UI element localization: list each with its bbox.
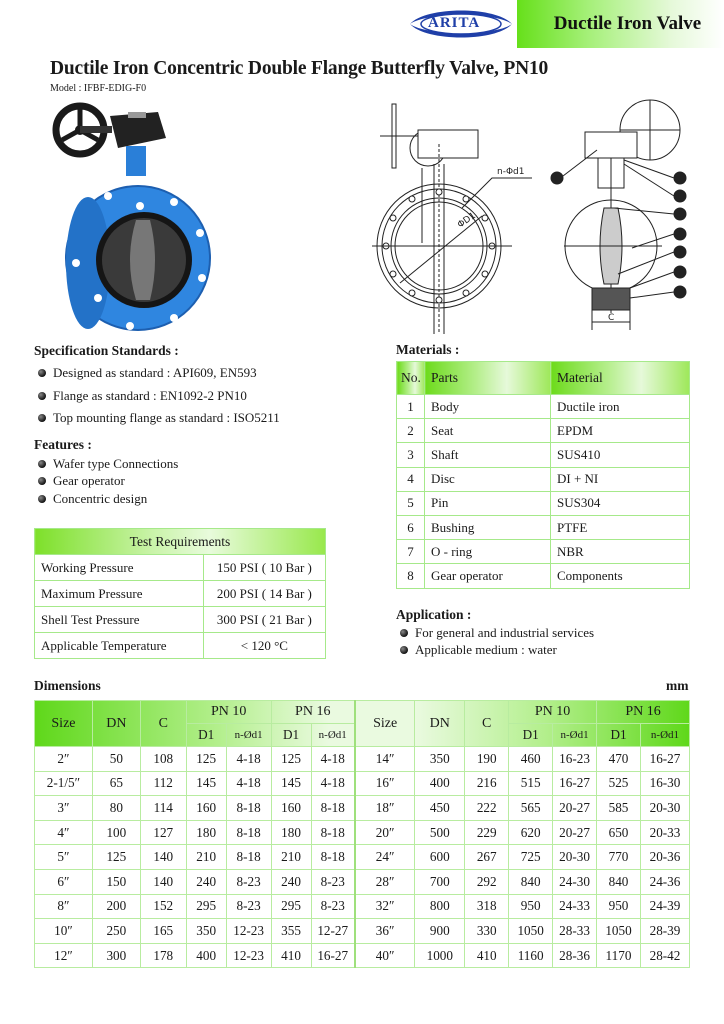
col-pn10: PN 10 bbox=[509, 701, 597, 724]
dim-cell: 240 bbox=[271, 869, 311, 894]
dim-cell: 700 bbox=[415, 869, 465, 894]
spec-item: Designed as standard : API609, EN593 bbox=[38, 362, 280, 385]
cell-material: Ductile iron bbox=[551, 395, 690, 419]
dim-cell: 620 bbox=[509, 820, 553, 845]
test-heading: Test Requirements bbox=[35, 529, 326, 555]
col-size: Size bbox=[35, 701, 93, 747]
callout-2: 2 bbox=[677, 268, 683, 277]
dim-cell: 10″ bbox=[35, 919, 93, 944]
dim-cell: 240 bbox=[186, 869, 226, 894]
front-view-drawing bbox=[372, 104, 532, 334]
cell-part: O - ring bbox=[425, 540, 551, 564]
dim-cell: 525 bbox=[597, 771, 641, 796]
dim-cell: 350 bbox=[186, 919, 226, 944]
dimensions-table bbox=[34, 700, 690, 968]
dim-cell: 125 bbox=[271, 747, 311, 772]
dim-cell: 12-27 bbox=[311, 919, 355, 944]
table-row: Working Pressure 150 PSI ( 10 Bar ) bbox=[35, 555, 326, 581]
dim-cell: 400 bbox=[415, 771, 465, 796]
dim-cell: 210 bbox=[186, 845, 226, 870]
dim-cell: 295 bbox=[186, 894, 226, 919]
dim-cell: 8-18 bbox=[311, 820, 355, 845]
dim-cell: 267 bbox=[465, 845, 509, 870]
bullet-icon bbox=[38, 414, 46, 422]
dim-cell: 840 bbox=[597, 869, 641, 894]
spec-list bbox=[38, 362, 280, 430]
dim-cell: 165 bbox=[140, 919, 186, 944]
dim-cell: 80 bbox=[92, 796, 140, 821]
bullet-icon bbox=[400, 646, 408, 654]
dim-cell: 515 bbox=[509, 771, 553, 796]
table-row bbox=[397, 443, 690, 467]
category-banner bbox=[517, 0, 724, 48]
dim-cell: 1000 bbox=[415, 943, 465, 968]
dim-cell: 20-36 bbox=[640, 845, 689, 870]
dim-cell: 8″ bbox=[35, 894, 93, 919]
table-row bbox=[35, 919, 690, 944]
dim-cell: 330 bbox=[465, 919, 509, 944]
dim-cell: 16″ bbox=[355, 771, 415, 796]
cell-no: 2 bbox=[397, 419, 425, 443]
table-row bbox=[397, 491, 690, 515]
dim-cell: 127 bbox=[140, 820, 186, 845]
dim-cell: 178 bbox=[140, 943, 186, 968]
dim-cell: 460 bbox=[509, 747, 553, 772]
dim-cell: 12-23 bbox=[226, 919, 271, 944]
col-d1: D1 bbox=[271, 724, 311, 747]
dimensions-heading: Dimensions bbox=[34, 678, 101, 693]
dim-cell: 16-23 bbox=[553, 747, 597, 772]
materials-table bbox=[396, 361, 690, 589]
dim-cell: 355 bbox=[271, 919, 311, 944]
dim-cell: 140 bbox=[140, 845, 186, 870]
col-d1: D1 bbox=[186, 724, 226, 747]
dim-cell: 150 bbox=[92, 869, 140, 894]
spec-item: Flange as standard : EN1092-2 PN10 bbox=[38, 385, 280, 408]
dim-cell: 28-42 bbox=[640, 943, 689, 968]
dim-cell: 14″ bbox=[355, 747, 415, 772]
dim-cell: 108 bbox=[140, 747, 186, 772]
dim-cell: 4-18 bbox=[226, 771, 271, 796]
feature-item: Concentric design bbox=[38, 490, 178, 508]
dim-cell: 600 bbox=[415, 845, 465, 870]
table-row bbox=[35, 796, 690, 821]
dim-cell: 4-18 bbox=[311, 771, 355, 796]
dim-cell: 145 bbox=[271, 771, 311, 796]
cell-no: 7 bbox=[397, 540, 425, 564]
table-row bbox=[397, 419, 690, 443]
application-heading: Application : bbox=[396, 607, 472, 622]
product-photo bbox=[40, 98, 220, 334]
dim-cell: 410 bbox=[271, 943, 311, 968]
cell-material: SUS304 bbox=[551, 491, 690, 515]
dim-cell: 36″ bbox=[355, 919, 415, 944]
col-d1: D1 bbox=[509, 724, 553, 747]
dim-cell: 840 bbox=[509, 869, 553, 894]
dim-cell: 20-33 bbox=[640, 820, 689, 845]
dim-cell: 24-33 bbox=[553, 894, 597, 919]
dim-cell: 32″ bbox=[355, 894, 415, 919]
dim-cell: 300 bbox=[92, 943, 140, 968]
table-row bbox=[35, 747, 690, 772]
dim-cell: 8-18 bbox=[311, 845, 355, 870]
dim-cell: 2-1/5″ bbox=[35, 771, 93, 796]
dim-cell: 20-30 bbox=[553, 845, 597, 870]
dim-cell: 650 bbox=[597, 820, 641, 845]
cell-no: 4 bbox=[397, 467, 425, 491]
table-row bbox=[397, 467, 690, 491]
table-row: Applicable Temperature < 120 °C bbox=[35, 633, 326, 659]
bullet-icon bbox=[38, 369, 46, 377]
dim-cell: 8-23 bbox=[226, 869, 271, 894]
cell-material: SUS410 bbox=[551, 443, 690, 467]
dim-cell: 20″ bbox=[355, 820, 415, 845]
dim-cell: 216 bbox=[465, 771, 509, 796]
cell-material: NBR bbox=[551, 540, 690, 564]
callout-8: 8 bbox=[554, 174, 560, 183]
col-c: C bbox=[465, 701, 509, 747]
dim-cell: 2″ bbox=[35, 747, 93, 772]
dim-cell: 24-30 bbox=[553, 869, 597, 894]
bullet-icon bbox=[38, 495, 46, 503]
dim-cell: 28-36 bbox=[553, 943, 597, 968]
application-item: Applicable medium : water bbox=[400, 641, 594, 658]
unit-label: mm bbox=[666, 678, 689, 693]
table-row bbox=[397, 395, 690, 419]
dim-cell: 8-18 bbox=[226, 845, 271, 870]
holes-label: n-Φd1 bbox=[497, 167, 525, 177]
dim-cell: 565 bbox=[509, 796, 553, 821]
category-title: Ductile Iron Valve bbox=[553, 13, 702, 34]
col-nd1: n-Ød1 bbox=[311, 724, 355, 747]
cell-no: 3 bbox=[397, 443, 425, 467]
dim-cell: 28-39 bbox=[640, 919, 689, 944]
dim-cell: 585 bbox=[597, 796, 641, 821]
spec-item: Top mounting flange as standard : ISO5211 bbox=[38, 407, 280, 430]
features-list bbox=[38, 455, 178, 508]
dim-cell: 180 bbox=[271, 820, 311, 845]
callout-5: 5 bbox=[677, 210, 683, 219]
dim-cell: 450 bbox=[415, 796, 465, 821]
col-material: Material bbox=[551, 362, 690, 395]
dim-cell: 114 bbox=[140, 796, 186, 821]
dim-cell: 40″ bbox=[355, 943, 415, 968]
dim-cell: 20-27 bbox=[553, 796, 597, 821]
dim-cell: 24″ bbox=[355, 845, 415, 870]
dim-cell: 6″ bbox=[35, 869, 93, 894]
dim-cell: 18″ bbox=[355, 796, 415, 821]
cell-part: Bushing bbox=[425, 515, 551, 539]
cell-material: EPDM bbox=[551, 419, 690, 443]
dim-cell: 8-18 bbox=[226, 820, 271, 845]
dim-cell: 8-18 bbox=[311, 796, 355, 821]
table-row bbox=[35, 820, 690, 845]
cell-material: DI + NI bbox=[551, 467, 690, 491]
col-dn: DN bbox=[92, 701, 140, 747]
table-row bbox=[35, 845, 690, 870]
table-row bbox=[397, 564, 690, 588]
arita-logo bbox=[406, 4, 516, 44]
dim-cell: 5″ bbox=[35, 845, 93, 870]
model-number: Model : IFBF-EDIG-F0 bbox=[50, 83, 147, 94]
bullet-icon bbox=[38, 460, 46, 468]
dim-cell: 125 bbox=[92, 845, 140, 870]
dim-cell: 190 bbox=[465, 747, 509, 772]
col-parts: Parts bbox=[425, 362, 551, 395]
table-row: Maximum Pressure 200 PSI ( 14 Bar ) bbox=[35, 581, 326, 607]
dim-cell: 145 bbox=[186, 771, 226, 796]
bullet-icon bbox=[38, 477, 46, 485]
callout-4: 4 bbox=[677, 230, 683, 239]
features-heading: Features : bbox=[34, 437, 92, 452]
cell-no: 6 bbox=[397, 515, 425, 539]
dim-cell: 160 bbox=[186, 796, 226, 821]
dim-cell: 950 bbox=[509, 894, 553, 919]
dim-cell: 800 bbox=[415, 894, 465, 919]
dim-cell: 1050 bbox=[597, 919, 641, 944]
dim-cell: 24-36 bbox=[640, 869, 689, 894]
cell-part: Seat bbox=[425, 419, 551, 443]
callout-1: 1 bbox=[677, 288, 683, 297]
cell-no: 8 bbox=[397, 564, 425, 588]
dim-cell: 3″ bbox=[35, 796, 93, 821]
dim-cell: 350 bbox=[415, 747, 465, 772]
dim-cell: 8-18 bbox=[226, 796, 271, 821]
dim-cell: 900 bbox=[415, 919, 465, 944]
dim-cell: 100 bbox=[92, 820, 140, 845]
dim-cell: 20-30 bbox=[640, 796, 689, 821]
callout-6: 6 bbox=[677, 192, 683, 201]
col-pn10: PN 10 bbox=[186, 701, 271, 724]
dim-cell: 8-23 bbox=[311, 894, 355, 919]
dim-cell: 125 bbox=[186, 747, 226, 772]
dim-cell: 500 bbox=[415, 820, 465, 845]
brand-name: ARITA bbox=[428, 15, 481, 31]
dim-cell: 8-23 bbox=[311, 869, 355, 894]
col-nd1: n-Ød1 bbox=[640, 724, 689, 747]
dim-cell: 4-18 bbox=[311, 747, 355, 772]
table-row bbox=[35, 771, 690, 796]
col-pn16: PN 16 bbox=[271, 701, 355, 724]
dim-cell: 229 bbox=[465, 820, 509, 845]
col-nd1: n-Ød1 bbox=[226, 724, 271, 747]
dim-cell: 16-27 bbox=[553, 771, 597, 796]
dim-cell: 250 bbox=[92, 919, 140, 944]
col-d1: D1 bbox=[597, 724, 641, 747]
dim-cell: 16-27 bbox=[311, 943, 355, 968]
dim-cell: 160 bbox=[271, 796, 311, 821]
cell-no: 1 bbox=[397, 395, 425, 419]
dim-cell: 152 bbox=[140, 894, 186, 919]
dim-cell: 112 bbox=[140, 771, 186, 796]
callout-3: 3 bbox=[677, 248, 683, 257]
dim-cell: 24-39 bbox=[640, 894, 689, 919]
feature-item: Wafer type Connections bbox=[38, 455, 178, 473]
application-item: For general and industrial services bbox=[400, 624, 594, 641]
col-dn: DN bbox=[415, 701, 465, 747]
dim-cell: 410 bbox=[465, 943, 509, 968]
dim-cell: 295 bbox=[271, 894, 311, 919]
dim-cell: 4″ bbox=[35, 820, 93, 845]
table-row bbox=[397, 540, 690, 564]
col-no: No. bbox=[397, 362, 425, 395]
dim-cell: 210 bbox=[271, 845, 311, 870]
product-title: Ductile Iron Concentric Double Flange Butterfly Valve, PN10 bbox=[50, 58, 549, 79]
dim-cell: 180 bbox=[186, 820, 226, 845]
col-pn16: PN 16 bbox=[597, 701, 690, 724]
dim-cell: 292 bbox=[465, 869, 509, 894]
table-row bbox=[397, 515, 690, 539]
feature-item: Gear operator bbox=[38, 473, 178, 491]
callout-7: 7 bbox=[677, 174, 683, 183]
cell-part: Shaft bbox=[425, 443, 551, 467]
dim-cell: 200 bbox=[92, 894, 140, 919]
dim-cell: 1050 bbox=[509, 919, 553, 944]
materials-heading: Materials : bbox=[396, 342, 460, 357]
cell-part: Gear operator bbox=[425, 564, 551, 588]
cell-no: 5 bbox=[397, 491, 425, 515]
dim-cell: 65 bbox=[92, 771, 140, 796]
cell-part: Pin bbox=[425, 491, 551, 515]
dim-cell: 950 bbox=[597, 894, 641, 919]
table-row bbox=[35, 943, 690, 968]
table-row bbox=[35, 894, 690, 919]
dim-cell: 1170 bbox=[597, 943, 641, 968]
dim-cell: 20-27 bbox=[553, 820, 597, 845]
spec-heading: Specification Standards : bbox=[34, 343, 179, 358]
col-size: Size bbox=[355, 701, 415, 747]
cell-part: Disc bbox=[425, 467, 551, 491]
dim-cell: 470 bbox=[597, 747, 641, 772]
col-c: C bbox=[140, 701, 186, 747]
diameter-label: ΦD1 bbox=[455, 210, 478, 231]
cell-part: Body bbox=[425, 395, 551, 419]
technical-drawing bbox=[372, 98, 702, 340]
dim-cell: 770 bbox=[597, 845, 641, 870]
dim-cell: 222 bbox=[465, 796, 509, 821]
dim-cell: 28-33 bbox=[553, 919, 597, 944]
dim-cell: 400 bbox=[186, 943, 226, 968]
width-label: C bbox=[608, 313, 615, 323]
dim-cell: 4-18 bbox=[226, 747, 271, 772]
dim-cell: 140 bbox=[140, 869, 186, 894]
cell-material: PTFE bbox=[551, 515, 690, 539]
table-row bbox=[35, 869, 690, 894]
dim-cell: 28″ bbox=[355, 869, 415, 894]
dim-cell: 12-23 bbox=[226, 943, 271, 968]
cell-material: Components bbox=[551, 564, 690, 588]
test-requirements-table bbox=[34, 528, 326, 659]
dim-cell: 8-23 bbox=[226, 894, 271, 919]
table-row: Shell Test Pressure 300 PSI ( 21 Bar ) bbox=[35, 607, 326, 633]
bullet-icon bbox=[38, 392, 46, 400]
dim-cell: 12″ bbox=[35, 943, 93, 968]
bullet-icon bbox=[400, 629, 408, 637]
dim-cell: 318 bbox=[465, 894, 509, 919]
dim-cell: 16-27 bbox=[640, 747, 689, 772]
dim-cell: 1160 bbox=[509, 943, 553, 968]
application-list bbox=[400, 624, 594, 658]
dim-cell: 725 bbox=[509, 845, 553, 870]
dim-cell: 16-30 bbox=[640, 771, 689, 796]
dim-cell: 50 bbox=[92, 747, 140, 772]
col-nd1: n-Ød1 bbox=[553, 724, 597, 747]
